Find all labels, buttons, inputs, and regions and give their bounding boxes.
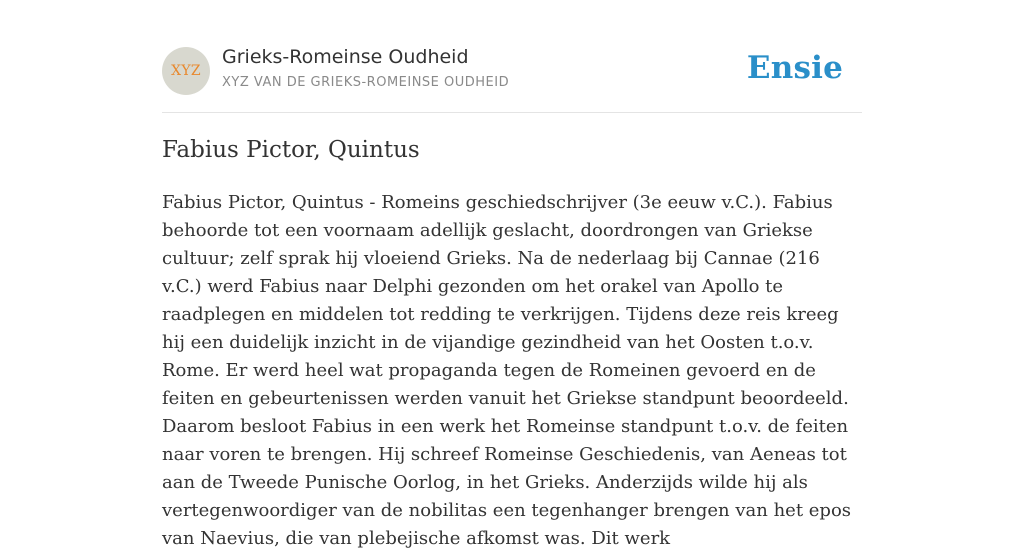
dictionary-title-link[interactable]: Grieks-Romeinse Oudheid xyxy=(222,46,469,68)
avatar-text: XYZ xyxy=(171,63,201,79)
content-container xyxy=(162,0,862,549)
dictionary-header xyxy=(162,0,862,113)
dictionary-avatar[interactable] xyxy=(162,47,210,95)
entry-body: Fabius Pictor, Quintus - Romeins geschiedschrijver (3e eeuw v.C.). Fabius behoorde tot een voornaam adellijk geslacht, doordrongen van Griekse cultuur; zelf sprak hij vloeiend Grieks. Na de nederlaag bij Cannae (216 v.C.) werd Fabius naar Delphi gezonden om het orakel van Apollo te raadplegen en middelen tot redding te verkrijgen. Tijdens deze reis kreeg hij een duidelijk inzicht in de vijandige gezindheid van het Oosten t.o.v. Rome. Er werd heel wat propaganda tegen de Romeinen gevoerd en de feiten en gebeurtenissen werden vanuit het Griekse standpunt beoordeeld. Daarom besloot Fabius in een werk het Romeinse standpunt t.o.v. de feiten naar voren te brengen. Hij schreef Romeinse Geschiedenis, van Aeneas tot aan de Tweede Punische Oorlog, in het Grieks. Anderzijds wilde hij als vertegenwoordiger van de nobilitas een tegenhanger brengen van het epos van Naevius, die van plebejische afkomst was. Dit werk xyxy=(162,192,852,549)
dictionary-subtitle: XYZ VAN DE GRIEKS-ROMEINSE OUDHEID xyxy=(222,75,510,90)
entry-title: Fabius Pictor, Quintus xyxy=(162,137,420,163)
ensie-logo-link[interactable]: Ensie xyxy=(746,50,843,86)
